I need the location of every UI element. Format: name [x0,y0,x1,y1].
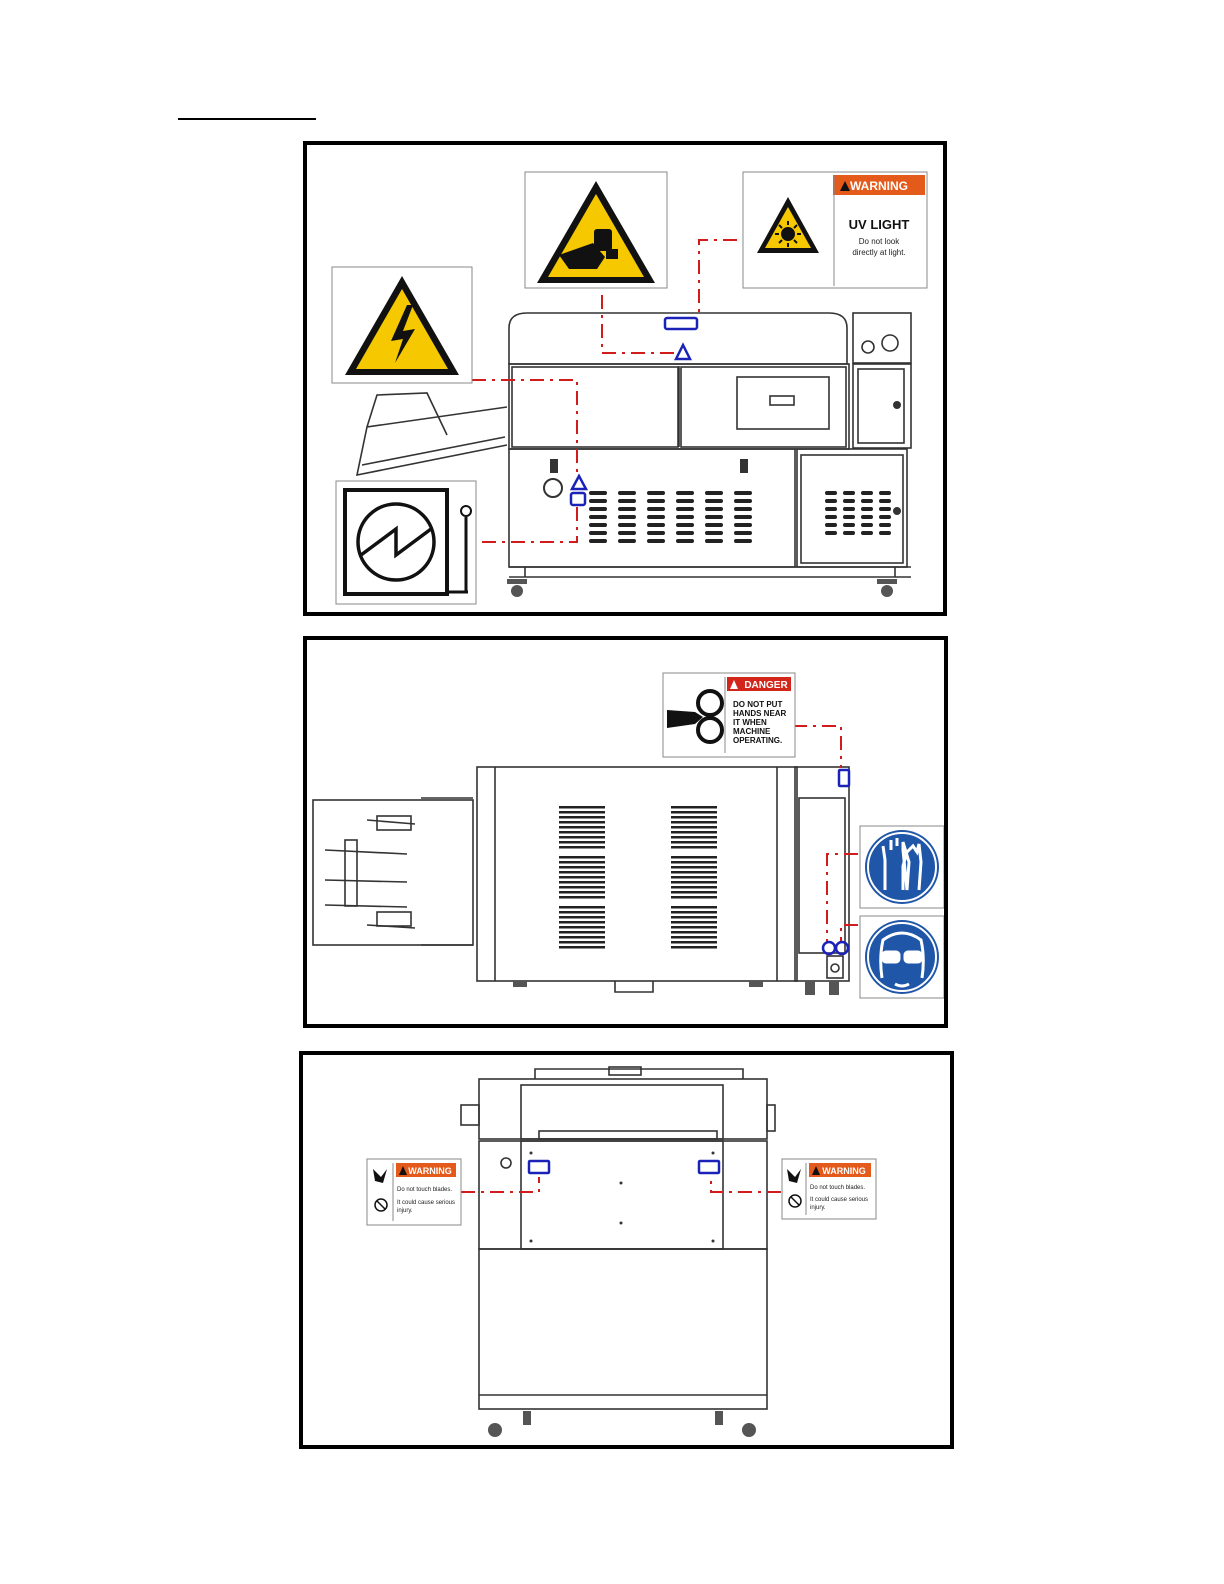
vent-louver [671,821,717,824]
vent-louver [671,946,717,949]
vent-slot [618,499,636,503]
vent-slot [618,507,636,511]
uv-light-warning-label [743,172,927,288]
vent-slot [861,499,873,503]
vent-louver [559,881,605,884]
vent-louver [559,836,605,839]
vent-slot [861,491,873,495]
section-heading-underline [178,118,316,120]
vent-louver [559,841,605,844]
danger-line-5: OPERATING. [733,736,783,745]
vent-slot [676,523,694,527]
blade-left-line-3: injury. [397,1208,413,1214]
vent-slot [705,539,723,543]
vent-slot [618,531,636,535]
vent-louver [671,886,717,889]
side-feet [513,981,839,995]
vent-louver [671,891,717,894]
vent-louver [559,871,605,874]
vent-slot [843,531,855,535]
vent-slot [825,499,837,503]
vent-slot [676,507,694,511]
vent-slot [647,531,665,535]
vent-slot [589,515,607,519]
vent-louver [671,856,717,859]
vent-louver [671,911,717,914]
vent-slot [861,531,873,535]
uv-body-line-2: directly at light. [852,248,906,257]
vent-slot [705,499,723,503]
vent-slot [734,539,752,543]
vent-slot [705,531,723,535]
vent-slot [825,507,837,511]
vent-louver [671,866,717,869]
side-vent-grilles [559,806,717,949]
vent-louver [559,941,605,944]
vent-louver [559,821,605,824]
blade-warning-right-label [782,1159,876,1219]
vent-louver [671,841,717,844]
danger-line-2: HANDS NEAR [733,709,787,718]
rear-label-markers [529,1161,719,1173]
vent-louver [671,826,717,829]
vent-slot [825,531,837,535]
vent-slot [879,523,891,527]
machine-side-outline [313,767,849,992]
uv-body-line-1: Do not look [858,237,900,246]
blade-right-line-1: Do not touch blades. [810,1185,866,1191]
vent-slot [879,507,891,511]
vent-louver [559,936,605,939]
vent-louver [559,826,605,829]
vent-slot [647,539,665,543]
vent-slot [647,491,665,495]
vent-louver [671,876,717,879]
vent-slot [618,515,636,519]
vent-slot [589,499,607,503]
front-view-panel [303,141,947,616]
blade-right-signal-word: WARNING [822,1166,866,1176]
vent-slot [734,491,752,495]
vent-louver [671,836,717,839]
vent-louver [559,876,605,879]
vent-louver [559,926,605,929]
vent-slot [618,539,636,543]
uv-signal-word: WARNING [850,179,908,193]
vent-louver [671,916,717,919]
vent-slot [676,515,694,519]
side-view-drawing [307,640,944,1024]
vent-slot [843,499,855,503]
vent-louver [559,916,605,919]
blade-left-signal-word: WARNING [408,1166,452,1176]
vent-louver [559,946,605,949]
vent-louver [671,941,717,944]
blade-right-line-2: It could cause serious [810,1197,869,1203]
blade-right-line-3: injury. [810,1205,826,1211]
vent-slot [676,491,694,495]
vent-slot [861,523,873,527]
danger-rollers-label [663,673,795,757]
rear-view-panel [299,1051,954,1449]
vent-slot [734,523,752,527]
side-view-panel [303,636,948,1028]
vent-slot [734,531,752,535]
vent-louver [559,891,605,894]
hand-crush-hazard-label [525,172,667,288]
blade-left-line-1: Do not touch blades. [397,1187,453,1193]
front-view-drawing [307,145,943,612]
vent-louver [559,816,605,819]
electrical-hazard-label [332,267,472,383]
vent-slot [825,523,837,527]
vent-slot [589,523,607,527]
vent-slot [618,523,636,527]
power-switch-label [336,481,476,604]
vent-louver [559,846,605,849]
vent-louver [559,921,605,924]
danger-line-3: IT WHEN [733,718,767,727]
vent-slot [734,515,752,519]
vent-louver [671,931,717,934]
vent-louver [671,861,717,864]
vent-slot [647,499,665,503]
wear-eye-protection-label [860,916,944,998]
vent-slot [589,491,607,495]
vent-slot [705,515,723,519]
vent-slot [705,523,723,527]
vent-louver [671,871,717,874]
vent-slot [647,515,665,519]
door-latches [544,401,901,515]
blade-warning-left-label [367,1159,461,1225]
vent-louver [559,906,605,909]
vent-louver [559,856,605,859]
vent-slot [825,491,837,495]
caster-wheels [507,579,897,597]
vent-louver [559,931,605,934]
vent-slot [843,515,855,519]
vent-slot [676,531,694,535]
vent-louver [671,881,717,884]
vent-slot [861,507,873,511]
vent-slot [879,491,891,495]
vent-slot [734,507,752,511]
rear-casters [488,1411,756,1437]
vent-louver [671,846,717,849]
vent-slot [879,531,891,535]
vent-louver [671,936,717,939]
vent-slot [647,507,665,511]
wear-gloves-label [860,826,944,908]
vent-slot [825,515,837,519]
vent-slot [647,523,665,527]
machine-rear-outline [461,1067,775,1409]
vent-slot [589,507,607,511]
vent-slot [589,531,607,535]
panel-screws [530,1152,715,1243]
vent-louver [559,811,605,814]
vent-louver [559,861,605,864]
vent-louver [559,806,605,809]
vent-louver [559,831,605,834]
vent-louver [671,921,717,924]
vent-slot [676,539,694,543]
vent-slot [843,507,855,511]
vent-slot [705,491,723,495]
danger-signal-word: DANGER [744,680,788,691]
vent-louver [559,896,605,899]
blade-left-line-2: It could cause serious [397,1200,456,1206]
vent-slots [589,491,891,543]
vent-louver [671,811,717,814]
vent-slot [705,507,723,511]
vent-louver [671,816,717,819]
vent-slot [676,499,694,503]
vent-louver [671,926,717,929]
vent-louver [671,906,717,909]
vent-slot [879,515,891,519]
vent-louver [559,886,605,889]
uv-title: UV LIGHT [848,217,910,232]
vent-slot [734,499,752,503]
vent-louver [559,911,605,914]
vent-louver [671,831,717,834]
vent-slot [843,491,855,495]
vent-louver [671,806,717,809]
vent-slot [843,523,855,527]
vent-louver [559,866,605,869]
danger-line-4: MACHINE [733,727,771,736]
vent-slot [589,539,607,543]
vent-slot [879,499,891,503]
vent-slot [861,515,873,519]
rear-view-drawing [303,1055,950,1445]
vent-slot [618,491,636,495]
danger-line-1: DO NOT PUT [733,700,783,709]
vent-louver [671,896,717,899]
